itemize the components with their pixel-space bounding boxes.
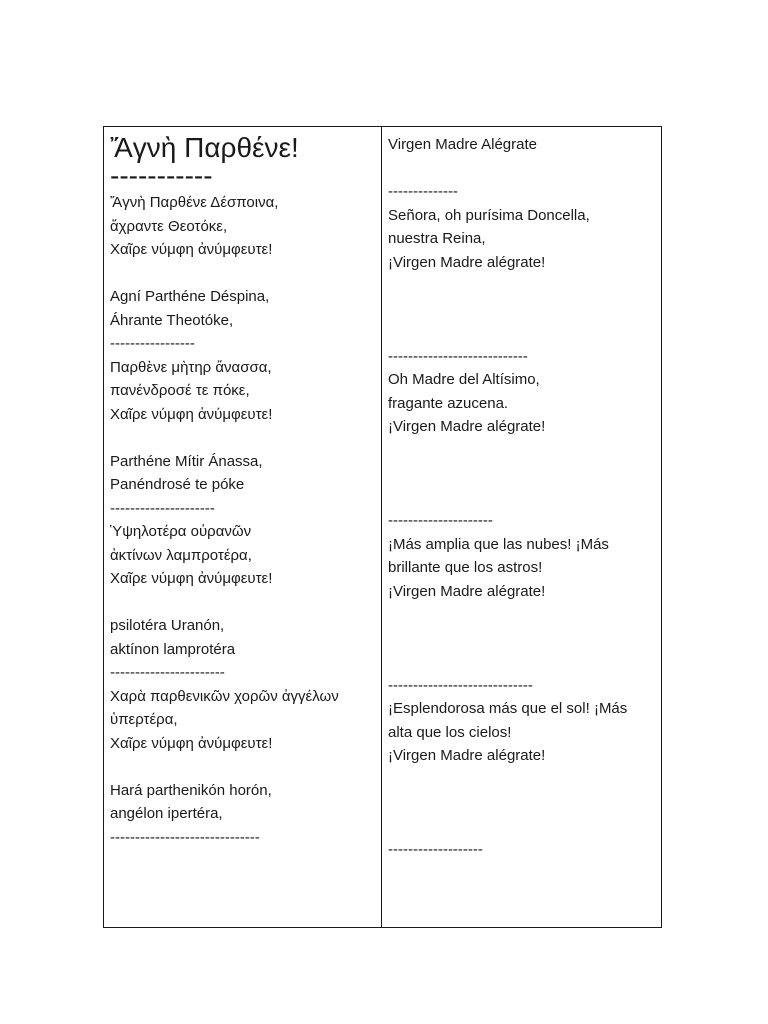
- spanish-line: ----------------------------: [388, 347, 528, 365]
- greek-line: Hará parthenikón horón,: [110, 781, 272, 799]
- spanish-line: ---------------------: [388, 512, 493, 529]
- spanish-line: fragante azucena.: [388, 394, 509, 412]
- spanish-line: Virgen Madre Alégrate: [388, 136, 537, 153]
- spanish-lines: [388, 133, 655, 862]
- spanish-blank-line: [388, 791, 655, 815]
- greek-lines: [110, 191, 375, 849]
- hymn-table: [103, 126, 662, 928]
- greek-line: Χαρὰ παρθενικῶν χορῶν ἀγγέλων: [110, 687, 339, 705]
- greek-line: aktínon lamprotéra: [110, 640, 236, 658]
- spanish-blank-line: [388, 321, 655, 345]
- spanish-blank-line: [388, 603, 655, 627]
- spanish-blank-line: [388, 768, 655, 792]
- greek-line: Áhrante Theotóke,: [110, 311, 234, 329]
- greek-line: ------------------------------: [110, 828, 260, 846]
- greek-line: Χαῖρε νύμφη ἀνύμφευτε!: [110, 241, 273, 258]
- greek-line: Χαῖρε νύμφη ἀνύμφευτε!: [110, 734, 273, 752]
- spanish-line: alta que los cielos!: [388, 723, 512, 741]
- spanish-column: [382, 127, 662, 928]
- spanish-blank-line: [388, 650, 655, 674]
- spanish-line: ¡Virgen Madre alégrate!: [388, 253, 546, 271]
- spanish-line: ¡Más amplia que las nubes! ¡Más: [388, 535, 609, 553]
- spanish-line: Oh Madre del Altísimo,: [388, 371, 540, 388]
- spanish-blank-line: [388, 439, 655, 463]
- greek-line: Agní Parthéne Déspina,: [110, 288, 270, 305]
- spanish-blank-line: [388, 627, 655, 651]
- spanish-blank-line: [388, 298, 655, 322]
- spanish-line: --------------: [388, 183, 458, 200]
- spanish-line: Señora, oh purísima Doncella,: [388, 206, 590, 224]
- greek-line: Χαῖρε νύμφη ἀνύμφευτε!: [110, 405, 273, 423]
- greek-line: ἄχραντε Θεοτόκε,: [110, 217, 228, 235]
- greek-line: πανένδροσέ τε πόκε,: [110, 382, 250, 399]
- spanish-blank-line: [388, 274, 655, 298]
- spanish-line: ¡Virgen Madre alégrate!: [388, 582, 546, 600]
- greek-blank-line: [110, 591, 375, 615]
- spanish-blank-line: [388, 486, 655, 510]
- greek-line: Παρθὲνε μὴτηρ ἄνασσα,: [110, 358, 272, 376]
- greek-blank-line: [110, 262, 375, 286]
- spanish-blank-line: [388, 815, 655, 839]
- greek-column: [104, 127, 382, 928]
- greek-line: Ἄγνὴ Παρθένε Δέσποινα,: [110, 194, 279, 211]
- greek-line: -----------------: [110, 335, 195, 352]
- spanish-blank-line: [388, 157, 655, 181]
- spanish-line: ¡Virgen Madre alégrate!: [388, 747, 546, 764]
- greek-line: ---------------------: [110, 499, 215, 517]
- spanish-blank-line: [388, 462, 655, 486]
- hymn-title: Ἄγνὴ Παρθένε!: [110, 132, 299, 163]
- spanish-line: -------------------: [388, 841, 483, 858]
- greek-blank-line: [110, 755, 375, 779]
- spanish-line: nuestra Reina,: [388, 230, 486, 247]
- greek-line: ὑπερτέρα,: [110, 711, 178, 728]
- greek-blank-line: [110, 426, 375, 450]
- greek-line: -----------------------: [110, 664, 225, 681]
- greek-line: psilotéra Uranón,: [110, 617, 225, 634]
- greek-line: ἀκτίνων λαμπροτέρα,: [110, 546, 252, 564]
- spanish-line: brillante que los astros!: [388, 559, 543, 576]
- greek-line: Parthéne Mítir Ánassa,: [110, 452, 263, 470]
- spanish-line: ¡Virgen Madre alégrate!: [388, 418, 546, 435]
- spanish-line: ¡Esplendorosa más que el sol! ¡Más: [388, 700, 628, 717]
- spanish-line: -----------------------------: [388, 676, 533, 694]
- greek-line: Ὑψηλοτέρα οὐρανῶν: [110, 523, 252, 540]
- title-separator: -----------: [110, 165, 213, 191]
- greek-line: angélon ipertéra,: [110, 805, 223, 822]
- greek-line: Χαῖρε νύμφη ἀνύμφευτε!: [110, 570, 273, 587]
- greek-line: Panéndrosé te póke: [110, 476, 245, 493]
